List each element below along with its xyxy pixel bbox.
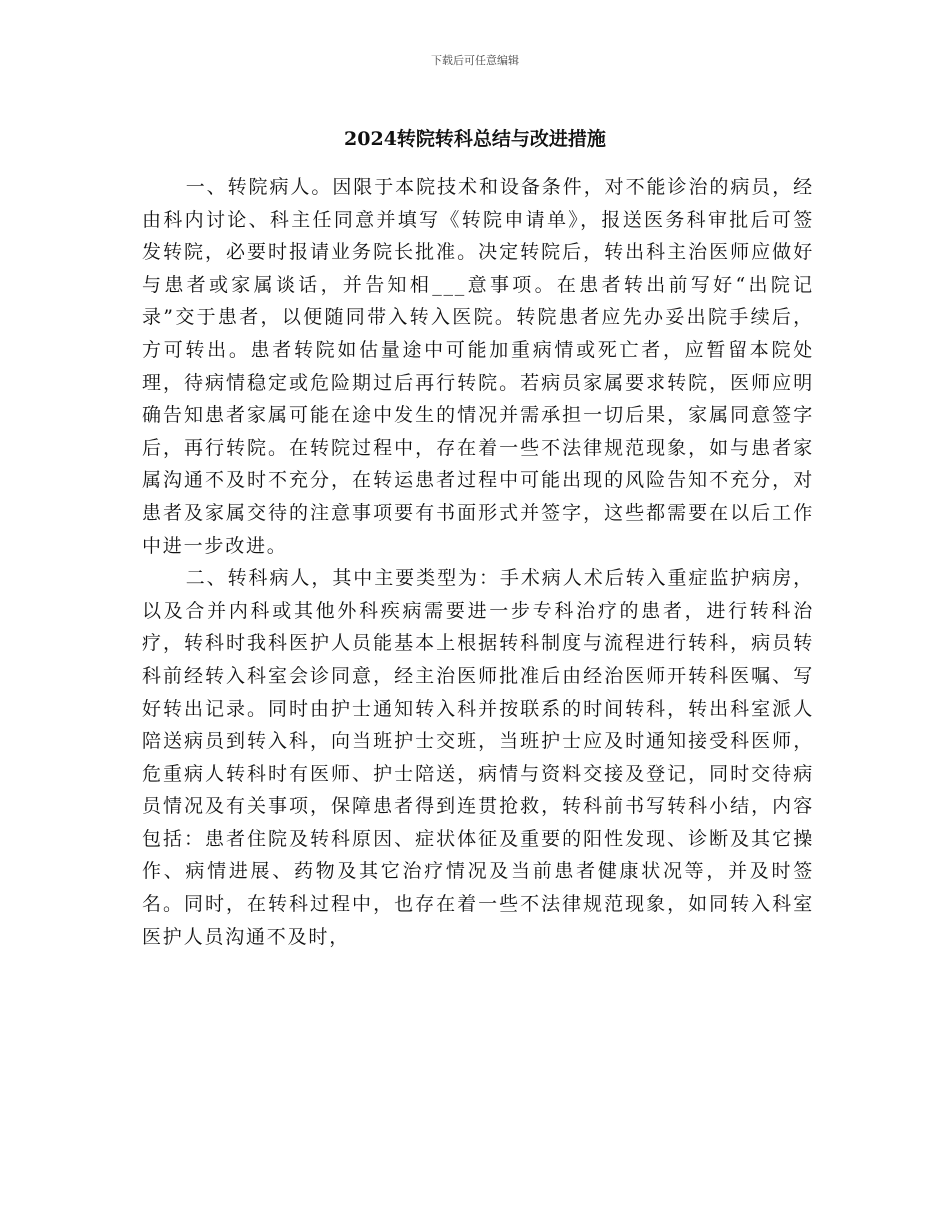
document-title: 2024转院转科总结与改进措施 (344, 128, 606, 150)
paragraph-transfer-department: 二、转科病人，其中主要类型为：手术病人术后转入重症监护病房，以及合并内科或其他外科疾病需要进一步专科治疗的患者，进行转科治疗，转科时我科医护人员能基本上根据转科制度与流程进行转科，病员转科前经转入科室会诊同意，经主治医师批准后由经治医师开转科医嘱、写好转出记录。同时由护士通知转入科并按联系的时间转科，转出科室派人陪送病员到转入科，向当班护士交班，当班护士应及时通知接受科医师，危重病人转科时有医师、护士陪送，病情与资料交接及登记，同时交待病员情况及有关事项，保障患者得到连贯抢救，转科前书写转科小结，内容包括：患者住院及转科原因、症状体征及重要的阳性发现、诊断及其它操作、病情进展、药物及其它治疗情况及当前患者健康状况等，并及时签名。同时，在转科过程中，也存在着一些不法律规范现象，如同转入科室医护人员沟通不及时， (142, 567, 814, 948)
page-header-note: 下载后可任意编辑 (431, 54, 519, 67)
document-body (142, 171, 814, 953)
paragraph-transfer-hospital: 一、转院病人。因限于本院技术和设备条件，对不能诊治的病员，经由科内讨论、科主任同意并填写《转院申请单》，报送医务科审批后可签发转院，必要时报请业务院长批准。决定转院后，转出科主治医师应做好与患者或家属谈话，并告知相___意事项。在患者转出前写好“出院记录”交于患者，以便随同带入转入医院。转院患者应先办妥出院手续后，方可转出。患者转院如估量途中可能加重病情或死亡者，应暂留本院处理，待病情稳定或危险期过后再行转院。若病员家属要求转院，医师应明确告知患者家属可能在途中发生的情况并需承担一切后果，家属同意签字后，再行转院。在转院过程中，存在着一些不法律规范现象，如与患者家属沟通不及时不充分，在转运患者过程中可能出现的风险告知不充分，对患者及家属交待的注意事项要有书面形式并签字，这些都需要在以后工作中进一步改进。 (142, 176, 814, 557)
